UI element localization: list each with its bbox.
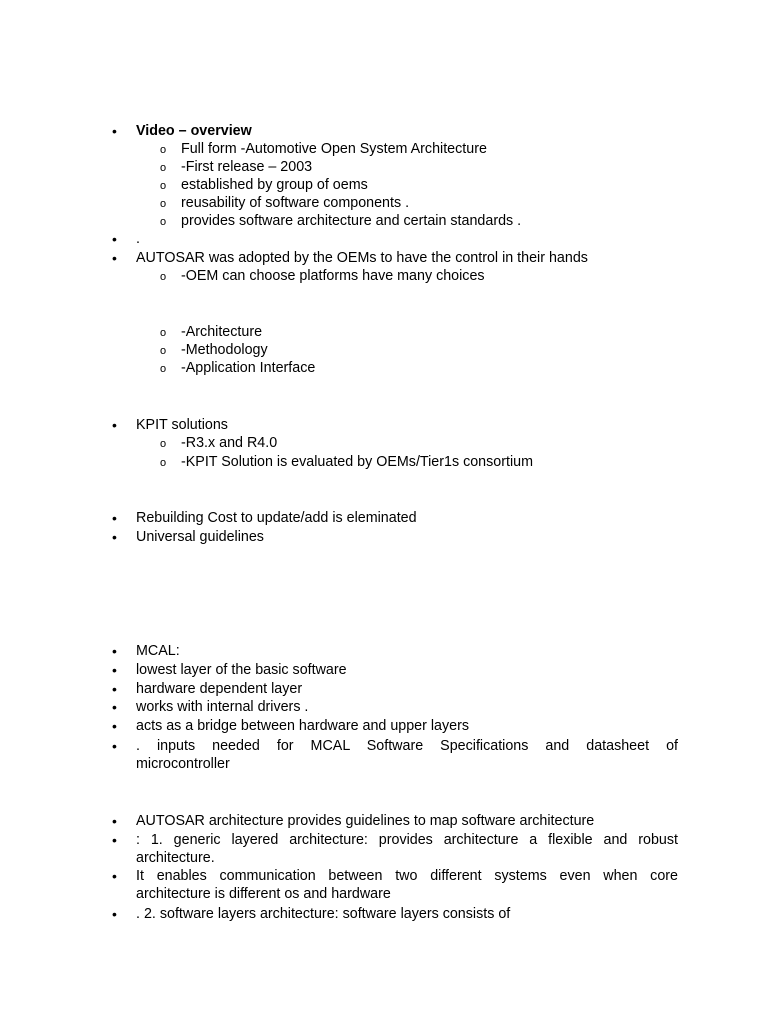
sub-list-item [0,359,768,377]
sub-list-item [0,267,768,285]
sub-bullet: o [160,216,167,228]
list-item [0,831,768,849]
bullet: • [112,699,117,715]
sub-item-text: -Architecture [181,324,263,340]
item-text: hardware dependent layer [136,681,303,697]
sub-bullet: o [160,438,167,450]
list-item [0,416,768,434]
list-item [0,249,768,267]
bullet: • [112,868,117,884]
item-text-justified: It enables communication between two different systems even when core [136,868,678,884]
list-item [0,528,768,546]
item-text: . [136,231,140,247]
list-item [0,680,768,698]
item-text-justified: . inputs needed for MCAL Software Specifications and datasheet of [136,738,678,754]
sub-list-item [0,453,768,471]
sub-bullet: o [160,457,167,469]
sub-list-item [0,323,768,341]
item-text: . 2. software layers architecture: software layers consists of [136,906,511,922]
sub-bullet: o [160,363,167,375]
item-text: Universal guidelines [136,529,264,545]
sub-item-text: established by group of oems [181,177,368,193]
bullet: • [112,123,117,139]
bullet: • [112,643,117,659]
bullet: • [112,417,117,433]
list-item [0,905,768,923]
bullet: • [112,250,117,266]
sub-item-text: reusability of software components . [181,195,410,211]
bullet: • [112,231,117,247]
list-item [0,122,768,140]
list-item [0,509,768,527]
sub-bullet: o [160,162,167,174]
item-text: lowest layer of the basic software [136,662,347,678]
bullet: • [112,906,117,922]
sub-list-item [0,341,768,359]
sub-list-item [0,140,768,158]
bullet: • [112,529,117,545]
item-text: Rebuilding Cost to update/add is eleminated [136,510,417,526]
sub-item-text: -KPIT Solution is evaluated by OEMs/Tier1s consortium [181,454,534,470]
bullet: • [112,718,117,734]
sub-item-text: -R3.x and R4.0 [181,435,278,451]
item-text: KPIT solutions [136,417,228,433]
sub-item-text: -Application Interface [181,360,316,376]
sub-list-item [0,434,768,452]
sub-list-item [0,194,768,212]
sub-bullet: o [160,180,167,192]
item-text: architecture is different os and hardware [136,886,391,902]
list-item-continuation [0,885,768,903]
item-text-justified: : 1. generic layered architecture: provides architecture a flexible and robust [136,832,678,848]
list-item [0,737,768,755]
item-text: AUTOSAR architecture provides guidelines to map software architecture [136,813,595,829]
list-item-continuation [0,755,768,773]
list-item [0,661,768,679]
bullet: • [112,510,117,526]
sub-list-item [0,158,768,176]
list-item [0,812,768,830]
item-text: AUTOSAR was adopted by the OEMs to have the control in their hands [136,250,588,266]
sub-bullet: o [160,327,167,339]
sub-item-text: Full form -Automotive Open System Architecture [181,141,487,157]
list-item [0,717,768,735]
sub-item-text: provides software architecture and certain standards . [181,213,522,229]
list-item [0,867,768,885]
section-heading: Video – overview [136,123,252,139]
item-text: architecture. [136,850,215,866]
bullet: • [112,681,117,697]
sub-bullet: o [160,144,167,156]
sub-list-item [0,212,768,230]
sub-item-text: -Methodology [181,342,268,358]
item-text: microcontroller [136,756,230,772]
bullet: • [112,832,117,848]
list-item [0,642,768,660]
sub-item-text: -First release – 2003 [181,159,313,175]
item-text: works with internal drivers . [136,699,309,715]
sub-list-item [0,176,768,194]
list-item-continuation [0,849,768,867]
list-item [0,230,768,248]
sub-bullet: o [160,345,167,357]
sub-item-text: -OEM can choose platforms have many choices [181,268,485,284]
bullet: • [112,738,117,754]
item-text: acts as a bridge between hardware and upper layers [136,718,470,734]
item-text: MCAL: [136,643,180,659]
sub-bullet: o [160,198,167,210]
list-item [0,698,768,716]
sub-bullet: o [160,271,167,283]
bullet: • [112,813,117,829]
bullet: • [112,662,117,678]
